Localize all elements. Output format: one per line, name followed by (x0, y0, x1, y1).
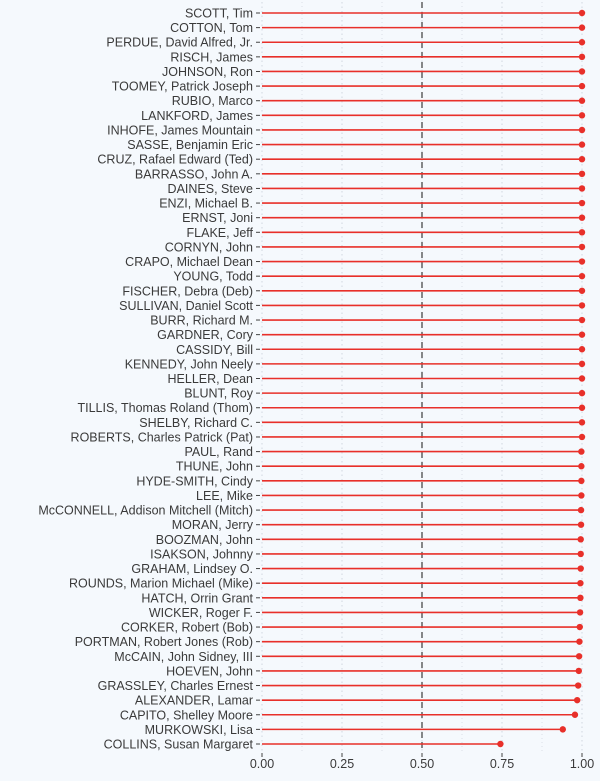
y-tick-label: CRUZ, Rafael Edward (Ted) (97, 152, 253, 167)
lollipop-point (579, 331, 585, 337)
x-axis-labels (250, 753, 594, 771)
y-tick-label: INHOFE, James Mountain (107, 123, 253, 138)
y-tick-label: WICKER, Roger F. (148, 605, 253, 620)
x-tick-label: 1.00 (569, 757, 595, 771)
lollipop-point (579, 317, 585, 323)
y-tick-label: RISCH, James (170, 50, 253, 65)
y-tick-label: RUBIO, Marco (171, 94, 253, 109)
lollipop-point (579, 98, 585, 104)
lollipop-point (576, 668, 582, 674)
lollipop-point (579, 302, 585, 308)
y-tick-label: LANKFORD, James (141, 108, 253, 123)
y-tick-label: MORAN, Jerry (171, 518, 253, 533)
y-tick-label: FLAKE, Jeff (186, 225, 253, 240)
y-tick-label: COLLINS, Susan Margaret (103, 737, 253, 752)
y-tick-label: HYDE-SMITH, Cindy (136, 474, 253, 489)
lollipop-point (579, 10, 585, 16)
y-tick-label: DAINES, Steve (167, 181, 253, 196)
y-tick-label: PORTMAN, Robert Jones (Rob) (74, 635, 253, 650)
y-tick-label: HOEVEN, John (166, 664, 253, 679)
y-tick-label: CRAPO, Michael Dean (125, 255, 253, 270)
y-tick-label: FISCHER, Debra (Deb) (122, 284, 253, 299)
lollipop-point (572, 712, 578, 718)
y-tick-label: BURR, Richard M. (150, 313, 253, 328)
x-tick-label: 0.00 (249, 757, 275, 771)
y-axis-labels (38, 7, 260, 752)
lollipop-point (579, 68, 585, 74)
y-tick-label: SHELBY, Richard C. (139, 415, 253, 430)
y-tick-label: GARDNER, Cory (157, 328, 253, 343)
lollipop-point (579, 346, 585, 352)
y-tick-label: PERDUE, David Alfred, Jr. (106, 35, 253, 50)
lollipop-point (579, 390, 585, 396)
lollipop-point (575, 682, 581, 688)
lollipop-point (579, 141, 585, 147)
y-tick-label: BOOZMAN, John (155, 532, 253, 547)
lollipop-point (497, 741, 503, 747)
lollipop-point (579, 39, 585, 45)
y-tick-label: ALEXANDER, Lamar (134, 693, 253, 708)
lollipop-point (579, 24, 585, 30)
y-tick-label: GRASSLEY, Charles Ernest (97, 679, 253, 694)
y-tick-label: YOUNG, Todd (173, 269, 253, 284)
lollipop-point (579, 273, 585, 279)
lollipop-point (579, 156, 585, 162)
lollipop-point (579, 244, 585, 250)
lollipop-point (579, 405, 585, 411)
lollipop-point (579, 171, 585, 177)
lollipop-point (578, 551, 584, 557)
lollipop-point (579, 258, 585, 264)
y-tick-label: TOOMEY, Patrick Joseph (111, 79, 253, 94)
lollipop-point (579, 419, 585, 425)
lollipop-point (578, 565, 584, 571)
lollipop-point (578, 536, 584, 542)
lollipop-point (578, 507, 584, 513)
lollipop-point (578, 522, 584, 528)
y-tick-label: ROUNDS, Marion Michael (Mike) (68, 576, 253, 591)
y-tick-label: SASSE, Benjamin Eric (127, 138, 253, 153)
lollipop-point (579, 83, 585, 89)
y-tick-label: ROBERTS, Charles Patrick (Pat) (70, 430, 253, 445)
y-tick-label: PAUL, Rand (184, 445, 253, 460)
y-tick-label: LEE, Mike (196, 488, 253, 503)
y-tick-label: GRAHAM, Lindsey O. (131, 562, 253, 577)
lollipop-point (577, 609, 583, 615)
lollipop-point (578, 448, 584, 454)
lollipop-point (576, 653, 582, 659)
lollipop-point (579, 185, 585, 191)
y-tick-label: McCAIN, John Sidney, III (114, 649, 253, 664)
y-tick-label: SCOTT, Tim (184, 6, 253, 21)
lollipop-point (579, 127, 585, 133)
y-tick-label: ISAKSON, Johnny (150, 547, 253, 562)
y-tick-label: McCONNELL, Addison Mitchell (Mitch) (38, 503, 253, 518)
x-tick-label: 0.25 (329, 757, 355, 771)
lollipop-point (577, 624, 583, 630)
y-tick-label: CAPITO, Shelley Moore (119, 708, 253, 723)
y-tick-label: ENZI, Michael B. (159, 196, 253, 211)
lollipop-point (577, 580, 583, 586)
y-tick-label: BARRASSO, John A. (134, 167, 253, 182)
lollipop-point (579, 214, 585, 220)
lollipop-point (579, 361, 585, 367)
lollipop-point (578, 492, 584, 498)
lollipop-point (579, 375, 585, 381)
lollipop-point (577, 595, 583, 601)
lollipop-point (579, 54, 585, 60)
lollipop-point (574, 697, 580, 703)
lollipop-point (578, 478, 584, 484)
lollipop-point (579, 112, 585, 118)
lollipop-point (576, 638, 582, 644)
lollipop-point (578, 463, 584, 469)
y-tick-label: SULLIVAN, Daniel Scott (119, 298, 253, 313)
y-tick-label: CORKER, Robert (Bob) (121, 620, 253, 635)
y-tick-label: TILLIS, Thomas Roland (Thom) (77, 401, 253, 416)
lollipop-point (579, 229, 585, 235)
lollipop-point (579, 200, 585, 206)
y-tick-label: CORNYN, John (164, 240, 253, 255)
y-tick-label: THUNE, John (175, 459, 253, 474)
y-tick-label: HELLER, Dean (167, 372, 253, 386)
y-tick-label: BLUNT, Roy (184, 386, 253, 401)
y-tick-label: HATCH, Orrin Grant (141, 591, 253, 606)
y-tick-label: MURKOWSKI, Lisa (144, 722, 253, 737)
lollipop-point (579, 288, 585, 294)
lollipop-point (560, 726, 566, 732)
y-tick-label: ERNST, Joni (182, 211, 253, 226)
x-tick-label: 0.75 (489, 757, 515, 771)
x-tick-label: 0.50 (409, 757, 435, 771)
y-tick-label: CASSIDY, Bill (176, 342, 253, 357)
y-tick-label: JOHNSON, Ron (162, 64, 253, 79)
y-tick-label: COTTON, Tom (170, 21, 253, 36)
y-tick-label: KENNEDY, John Neely (124, 357, 253, 372)
lollipop-point (579, 434, 585, 440)
